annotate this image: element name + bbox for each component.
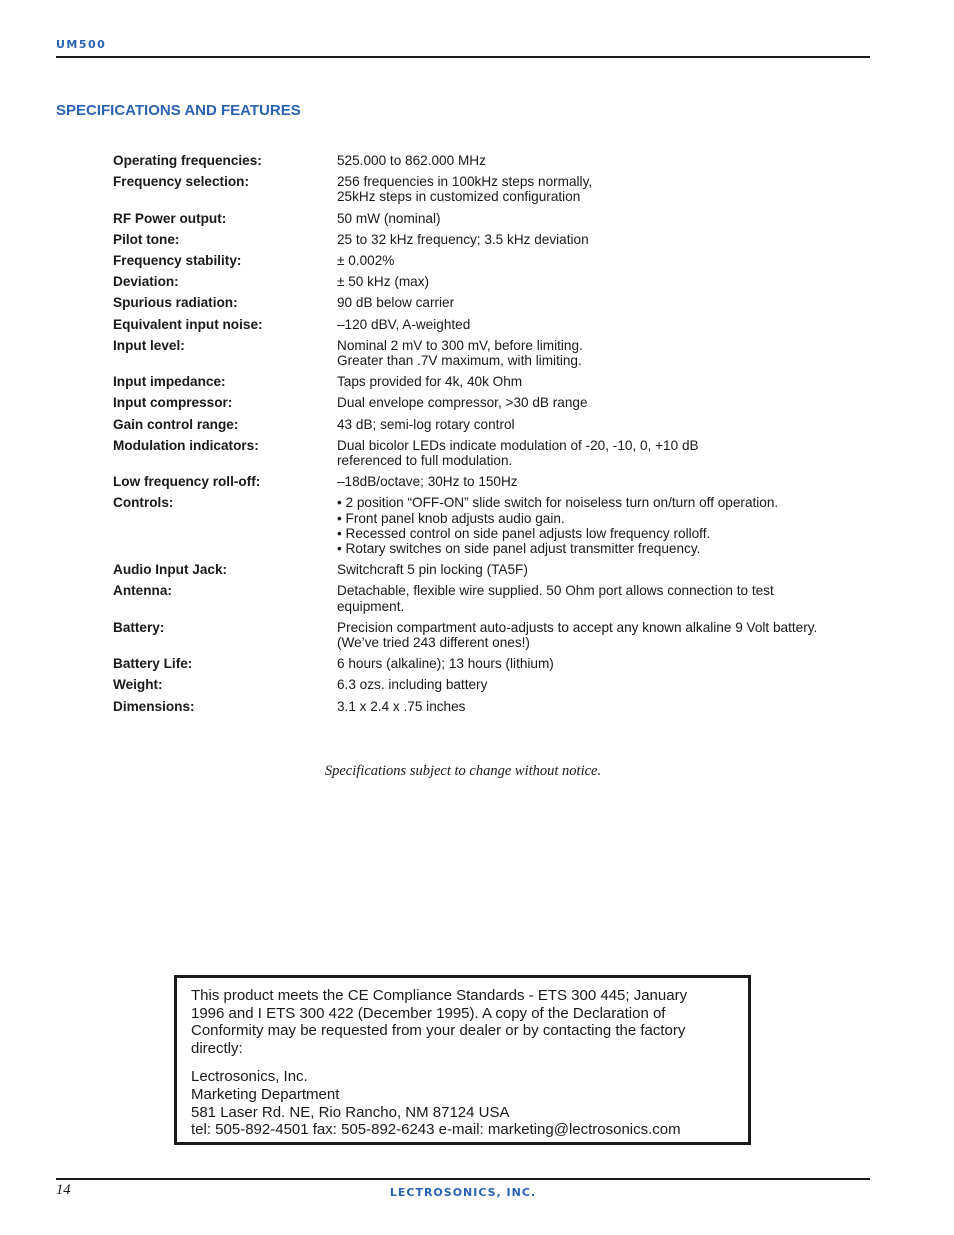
spec-row xyxy=(113,562,873,577)
section-title: SPECIFICATIONS AND FEATURES xyxy=(56,102,301,119)
spec-value xyxy=(337,417,873,432)
spec-row xyxy=(113,474,873,489)
spec-value-line: 50 mW (nominal) xyxy=(337,210,441,226)
spec-row xyxy=(113,656,873,671)
spec-value-line: Greater than .7V maximum, with limiting. xyxy=(337,353,582,369)
spec-value xyxy=(337,295,873,310)
footer-brand: LECTROSONICS, INC. xyxy=(389,1186,537,1199)
spec-label: Input compressor: xyxy=(113,395,233,411)
spec-value-line: ± 0.002% xyxy=(337,253,395,269)
ce-statement xyxy=(191,987,734,1057)
spec-value xyxy=(337,438,873,468)
spec-label: Antenna: xyxy=(113,583,172,599)
spec-label: Low frequency roll-off: xyxy=(113,474,261,490)
spec-value-line: 43 dB; semi-log rotary control xyxy=(337,416,515,432)
spec-label: Audio Input Jack: xyxy=(113,562,228,578)
spec-value xyxy=(337,474,873,489)
spec-row xyxy=(113,153,873,168)
spec-row xyxy=(113,438,873,468)
spec-label: Weight: xyxy=(113,677,163,693)
spec-value-line: equipment. xyxy=(337,598,405,614)
spec-value xyxy=(337,317,873,332)
spec-label: Gain control range: xyxy=(113,416,239,432)
ce-line: tel: 505-892-4501 fax: 505-892-6243 e-mail: marketing@lectrosonics.com xyxy=(191,1121,681,1139)
header-model: UM500 xyxy=(56,38,107,51)
spec-label: Frequency selection: xyxy=(113,174,249,190)
spec-row xyxy=(113,174,873,204)
spec-value-line: 3.1 x 2.4 x .75 inches xyxy=(337,698,466,714)
spec-value-line: 6 hours (alkaline); 13 hours (lithium) xyxy=(337,656,554,672)
ce-line: This product meets the CE Compliance Standards - ETS 300 445; January xyxy=(191,987,688,1004)
spec-value-line: 90 dB below carrier xyxy=(337,295,455,311)
ce-line: Marketing Department xyxy=(191,1085,340,1103)
spec-value xyxy=(337,232,873,247)
page-number: 14 xyxy=(56,1182,71,1198)
spec-row xyxy=(113,338,873,368)
spec-value xyxy=(337,253,873,268)
spec-value xyxy=(337,677,873,692)
spec-row xyxy=(113,583,873,613)
spec-value-line: Nominal 2 mV to 300 mV, before limiting. xyxy=(337,337,583,353)
spec-value-line: Dual envelope compressor, >30 dB range xyxy=(337,395,588,411)
spec-label: Modulation indicators: xyxy=(113,437,259,453)
spec-value-line: 25 to 32 kHz frequency; 3.5 kHz deviation xyxy=(337,231,589,247)
spec-row xyxy=(113,495,873,556)
ce-line: Conformity may be requested from your dealer or by contacting the factory xyxy=(191,1022,686,1040)
spec-value xyxy=(337,620,873,650)
spec-row xyxy=(113,677,873,692)
spec-value xyxy=(337,583,873,613)
header-rule xyxy=(56,56,870,58)
ce-compliance-box xyxy=(174,975,751,1145)
spec-row xyxy=(113,395,873,410)
spec-label: Dimensions: xyxy=(113,698,195,714)
spec-value-line: 256 frequencies in 100kHz steps normally, xyxy=(337,174,593,190)
spec-value-line: • 2 position “OFF-ON” slide switch for noiseless turn on/turn off operation. xyxy=(337,495,779,511)
spec-label: Input level: xyxy=(113,337,185,353)
spec-value-line: Detachable, flexible wire supplied. 50 Ohm port allows connection to test xyxy=(337,583,774,599)
spec-row xyxy=(113,699,873,714)
spec-value xyxy=(337,495,873,556)
spec-value-line: Precision compartment auto-adjusts to accept any known alkaline 9 Volt battery. xyxy=(337,619,818,635)
spec-value xyxy=(337,374,873,389)
spec-label: Pilot tone: xyxy=(113,231,180,247)
spec-value xyxy=(337,699,873,714)
spec-label: Frequency stability: xyxy=(113,253,242,269)
spec-value-line: • Rotary switches on side panel adjust transmitter frequency. xyxy=(337,541,701,557)
spec-value-line: 525.000 to 862.000 MHz xyxy=(337,153,486,168)
spec-value-line: • Front panel knob adjusts audio gain. xyxy=(337,510,565,526)
spec-value-line: –120 dBV, A-weighted xyxy=(337,316,471,332)
spec-value-line: (We’ve tried 243 different ones!) xyxy=(337,635,530,651)
ce-line: directly: xyxy=(191,1039,243,1057)
spec-value-line: ± 50 kHz (max) xyxy=(337,274,430,290)
spec-value-line: –18dB/octave; 30Hz to 150Hz xyxy=(337,474,518,490)
spec-label: Equivalent input noise: xyxy=(113,316,263,332)
spec-row xyxy=(113,295,873,310)
spec-value-line: referenced to full modulation. xyxy=(337,453,513,469)
notice-text: Specifications subject to change without notice. xyxy=(324,763,602,779)
spec-value-line: Taps provided for 4k, 40k Ohm xyxy=(337,374,523,390)
spec-value xyxy=(337,338,873,368)
spec-value xyxy=(337,395,873,410)
spec-value-line: 6.3 ozs. including battery xyxy=(337,677,488,693)
spec-row xyxy=(113,211,873,226)
spec-label: Controls: xyxy=(113,495,174,511)
spec-value xyxy=(337,562,873,577)
spec-row xyxy=(113,374,873,389)
ce-line: 581 Laser Rd. NE, Rio Rancho, NM 87124 USA xyxy=(191,1103,510,1121)
spec-row xyxy=(113,253,873,268)
spec-row xyxy=(113,232,873,247)
spec-value xyxy=(337,174,873,204)
spec-row xyxy=(113,417,873,432)
spec-row xyxy=(113,317,873,332)
spec-value-line: Switchcraft 5 pin locking (TA5F) xyxy=(337,562,528,578)
spec-label: Battery: xyxy=(113,619,165,635)
spec-label: Input impedance: xyxy=(113,374,226,390)
ce-line: 1996 and I ETS 300 422 (December 1995). A copy of the Declaration of xyxy=(191,1004,666,1022)
spec-row xyxy=(113,620,873,650)
spec-label: RF Power output: xyxy=(113,210,227,226)
footer-rule xyxy=(56,1178,870,1180)
spec-label: Deviation: xyxy=(113,274,179,290)
spec-value xyxy=(337,153,873,168)
spec-row xyxy=(113,274,873,289)
spec-value xyxy=(337,211,873,226)
spec-label: Spurious radiation: xyxy=(113,295,238,311)
ce-line: Lectrosonics, Inc. xyxy=(191,1068,308,1086)
spec-value-line: 25kHz steps in customized configuration xyxy=(337,189,581,205)
spec-label: Battery Life: xyxy=(113,656,193,672)
spec-value xyxy=(337,274,873,289)
spec-value-line: Dual bicolor LEDs indicate modulation of -20, -10, 0, +10 dB xyxy=(337,437,699,453)
specs-table xyxy=(113,153,873,720)
spec-label: Operating frequencies: xyxy=(113,153,262,168)
spec-value xyxy=(337,656,873,671)
ce-address xyxy=(191,1068,734,1138)
spec-value-line: • Recessed control on side panel adjusts low frequency rolloff. xyxy=(337,525,711,541)
